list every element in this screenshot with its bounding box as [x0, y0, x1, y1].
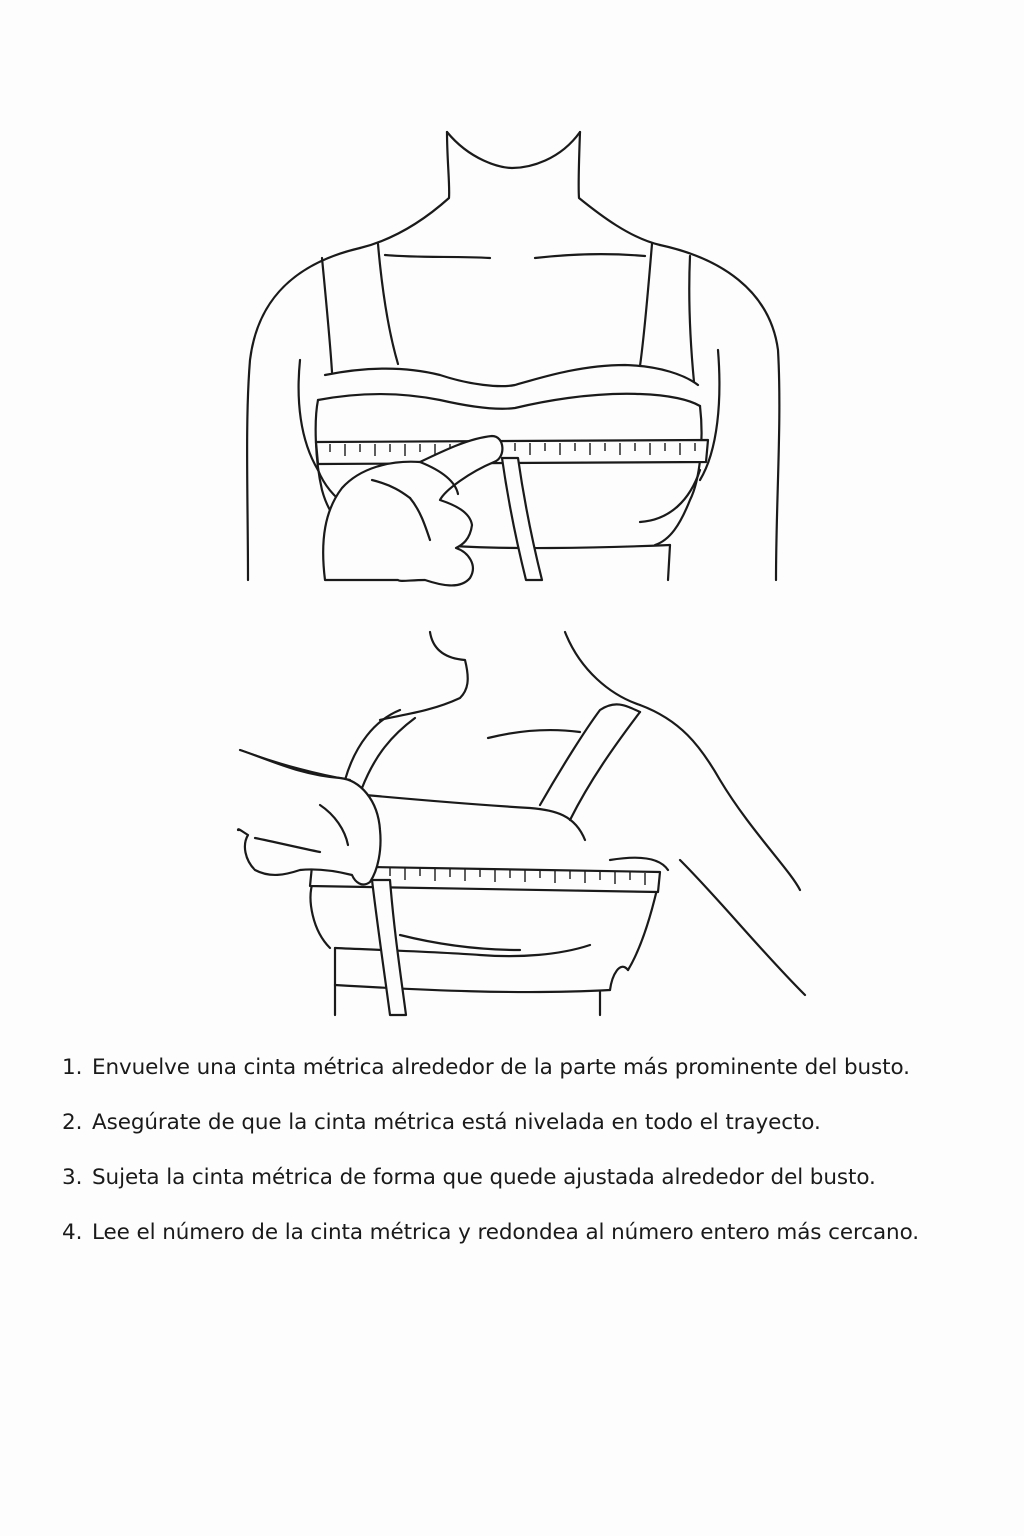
side-view-drawing [0, 620, 1024, 1030]
front-view-drawing [0, 120, 1024, 590]
instruction-number: 2. [62, 1110, 83, 1135]
instructions-list [62, 1052, 1012, 1272]
instruction-number: 4. [62, 1220, 83, 1245]
side-view-illustration [0, 620, 1024, 1030]
instruction-text: Sujeta la cinta métrica de forma que quede ajustada alrededor del busto. [92, 1165, 876, 1190]
instruction-item-1 [62, 1052, 1012, 1107]
instruction-item-3 [62, 1162, 1012, 1217]
instruction-text: Asegúrate de que la cinta métrica está nivelada en todo el trayecto. [92, 1110, 821, 1135]
instruction-number: 3. [62, 1165, 83, 1190]
instruction-number: 1. [62, 1055, 83, 1080]
instruction-item-2 [62, 1107, 1012, 1162]
instruction-text: Lee el número de la cinta métrica y redondea al número entero más cercano. [92, 1220, 919, 1245]
front-view-illustration [0, 120, 1024, 590]
instruction-text: Envuelve una cinta métrica alrededor de la parte más prominente del busto. [92, 1055, 910, 1080]
instruction-item-4 [62, 1217, 1012, 1272]
